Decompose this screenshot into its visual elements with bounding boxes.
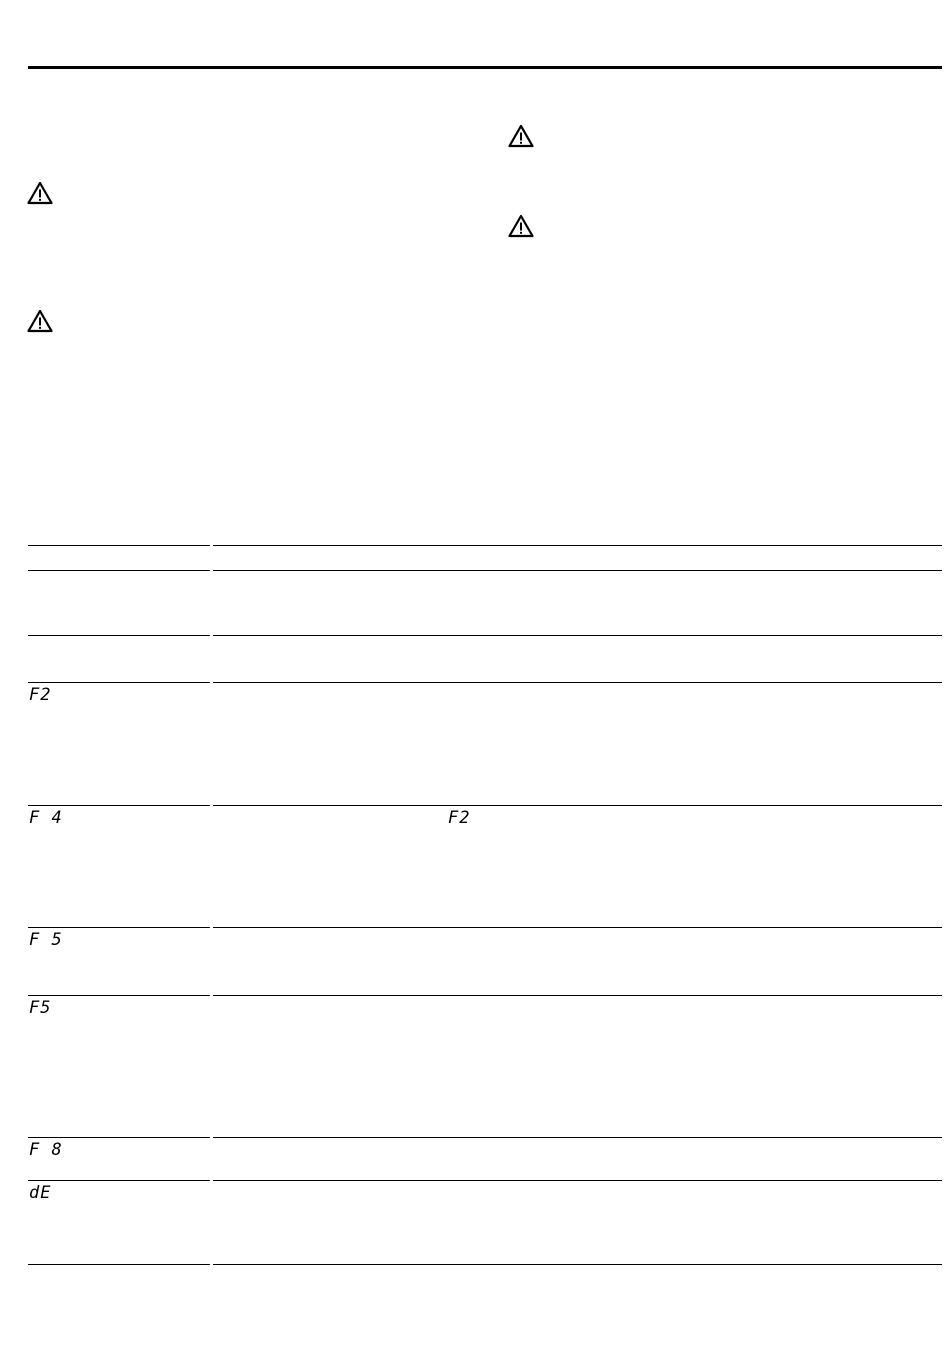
table-rule — [28, 927, 210, 928]
warning-triangle-icon — [508, 124, 534, 148]
table-rule — [213, 682, 942, 683]
table-rule — [28, 1137, 210, 1138]
table-rule — [28, 995, 210, 996]
error-code: F 8 — [29, 1140, 63, 1160]
table-rule — [213, 1137, 942, 1138]
table-rule — [213, 1180, 942, 1181]
warning-triangle-icon — [508, 214, 534, 238]
table-rule — [28, 1180, 210, 1181]
table-rule — [213, 545, 942, 546]
error-code: F5 — [29, 998, 52, 1018]
table-rule — [28, 1264, 210, 1265]
error-code: F 4 — [29, 808, 63, 828]
table-rule — [213, 805, 942, 806]
table-rule — [28, 545, 210, 546]
table-rule — [213, 635, 942, 636]
table-rule — [213, 927, 942, 928]
warning-triangle-icon — [27, 181, 53, 205]
table-rule — [28, 682, 210, 683]
table-rule — [213, 1264, 942, 1265]
table-rule — [28, 805, 210, 806]
table-rule — [28, 570, 210, 571]
error-code: F2 — [29, 685, 52, 705]
table-rule — [213, 995, 942, 996]
error-code: F 5 — [29, 930, 63, 950]
warning-triangle-icon — [27, 309, 53, 333]
error-code: dE — [29, 1183, 52, 1203]
header-rule — [28, 66, 942, 69]
table-rule — [28, 635, 210, 636]
table-rule — [213, 570, 942, 571]
error-code-reference: F2 — [448, 808, 471, 828]
